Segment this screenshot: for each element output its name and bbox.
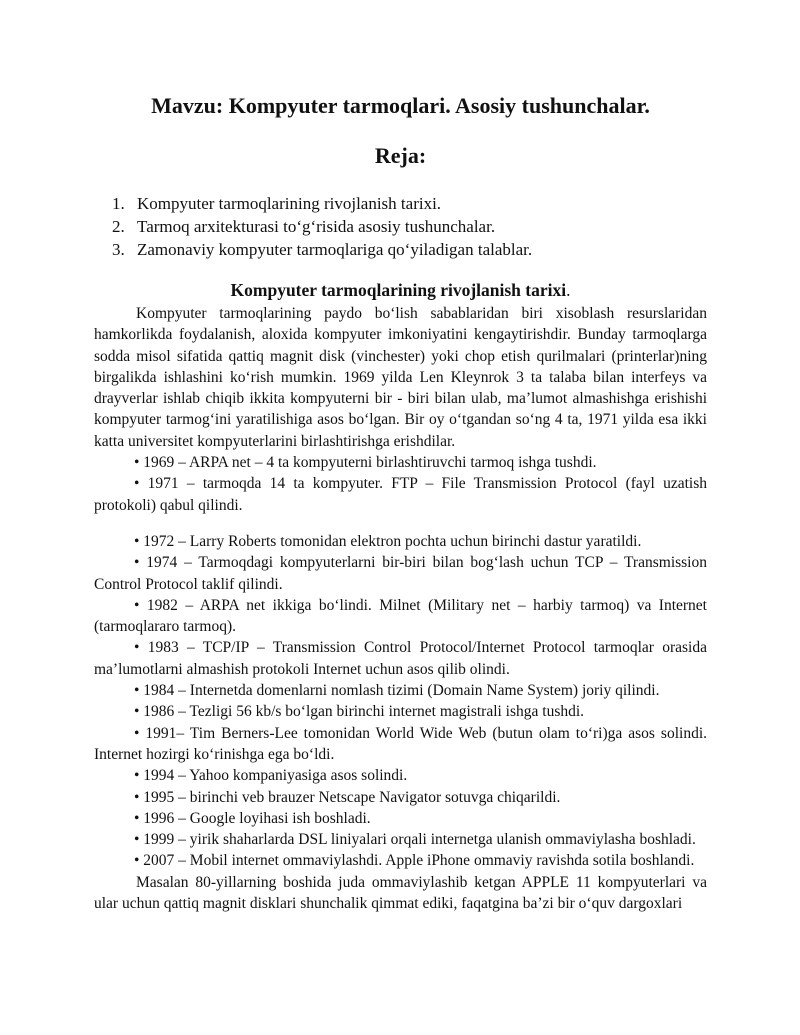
plan-item-text: Kompyuter tarmoqlarining rivojlanish tarixi. (137, 194, 442, 213)
timeline-item-1999: • 1999 – yirik shaharlarda DSL liniyalari orqali internetga ulanish ommaviylasha boshladi. (134, 831, 696, 849)
document-content (94, 0, 707, 914)
timeline-item-1974: • 1974 – Tarmoqdagi kompyuterlarni bir-biri bilan bog‘lash uchun TCP – Transmission Control Protocol taklif qilindi. (94, 554, 707, 593)
timeline-item-1982: • 1982 – ARPA net ikkiga bo‘lindi. Milnet (Military net – harbiy tarmoq) va Internet (tarmoqlararo tarmoq). (94, 596, 707, 636)
plan-list (94, 192, 707, 261)
plan-item-number: 2. (112, 217, 125, 236)
timeline-item-1972: • 1972 – Larry Roberts tomonidan elektron pochta uchun birinchi dastur yaratildi. (134, 532, 642, 550)
section-heading (94, 279, 707, 301)
timeline-item-1996: • 1996 – Google loyihasi ish boshladi. (134, 809, 371, 827)
section-heading-period: . (566, 280, 571, 300)
timeline-item-2007: • 2007 – Mobil internet ommaviylashdi. Apple iPhone ommaviy ravishda sotila boshlandi. (134, 852, 695, 870)
blank-line (94, 516, 707, 531)
timeline-item-1969: • 1969 – ARPA net – 4 ta kompyuterni birlashtiruvchi tarmoq ishga tushdi. (134, 454, 597, 472)
plan-heading: Reja: (374, 143, 427, 168)
timeline-item-1991: • 1991– Tim Berners-Lee tomonidan World Wide Web (butun olam to‘ri)ga asos solindi. Internet hozirgi ko‘rinishga ega bo‘ldi. (94, 724, 707, 763)
plan-item-text: Zamonaviy kompyuter tarmoqlariga qo‘yiladigan talablar. (137, 240, 533, 259)
plan-item-text: Tarmoq arxitekturasi to‘g‘risida asosiy tushunchalar. (137, 217, 496, 236)
timeline-item-1995: • 1995 – birinchi veb brauzer Netscape Navigator sotuvga chiqarildi. (134, 788, 561, 806)
timeline-item-1994: • 1994 – Yahoo kompaniyasiga asos solindi. (134, 767, 408, 785)
document-title: Mavzu: Kompyuter tarmoqlari. Asosiy tushunchalar. (151, 93, 650, 118)
timeline-item-1983: • 1983 – TCP/IP – Transmission Control Protocol/Internet Protocol tarmoqlar orasida ma’lumotlarni almashish protokoli Internet uchun asos qilib olindi. (94, 639, 707, 678)
plan-item-2 (94, 215, 707, 238)
document-body (94, 303, 707, 914)
section-heading-text: Kompyuter tarmoqlarining rivojlanish tarixi (230, 280, 567, 300)
timeline-item-1971: • 1971 – tarmoqda 14 ta kompyuter. FTP – File Transmission Protocol (fayl uzatish protokoli) qabul qilindi. (94, 475, 707, 514)
plan-item-number: 3. (112, 240, 125, 259)
timeline-item-1986: • 1986 – Tezligi 56 kb/s bo‘lgan birinchi internet magistrali ishga tushdi. (134, 703, 585, 721)
plan-item-1 (94, 192, 707, 215)
timeline-item-1984: • 1984 – Internetda domenlarni nomlash tizimi (Domain Name System) joriy qilindi. (134, 682, 660, 700)
closing-paragraph: Masalan 80-yillarning boshida juda ommaviylashib ketgan APPLE 11 kompyuterlari va ular uchun qattiq magnit disklari shunchalik qimmat ediki, faqatgina ba’zi bir o‘quv dargoxlari (94, 873, 707, 913)
intro-paragraph: Kompyuter tarmoqlarining paydo bo‘lish sabablaridan biri xisoblash resurslaridan hamkorlikda foydalanish, aloxida kompyuter imkoniyatini kengaytirishdir. Bunday tarmoqlarga sodda misol sifatida qattiq magnit disk (vinchester) yoki chop etish qurilmalari (printerlar)ning birgalikda ishlashini ko‘rish mumkin. 1969 yilda Len Kleynrok 3 ta talaba bilan interfeys va drayverlar ishlab chiqib ikkita kompyuterni bir - biri bilan ulab, ma’lumot almashishga erishishi kompyuter tarmog‘ini yaratilishiga asos bo‘lgan. Bir oy o‘tgandan so‘ng 4 ta, 1971 yilda esa ikki katta universitet kompyuterlarini birlashtirishga erishdilar. (94, 305, 707, 450)
plan-item-number: 1. (112, 194, 125, 213)
plan-item-3 (94, 238, 707, 261)
